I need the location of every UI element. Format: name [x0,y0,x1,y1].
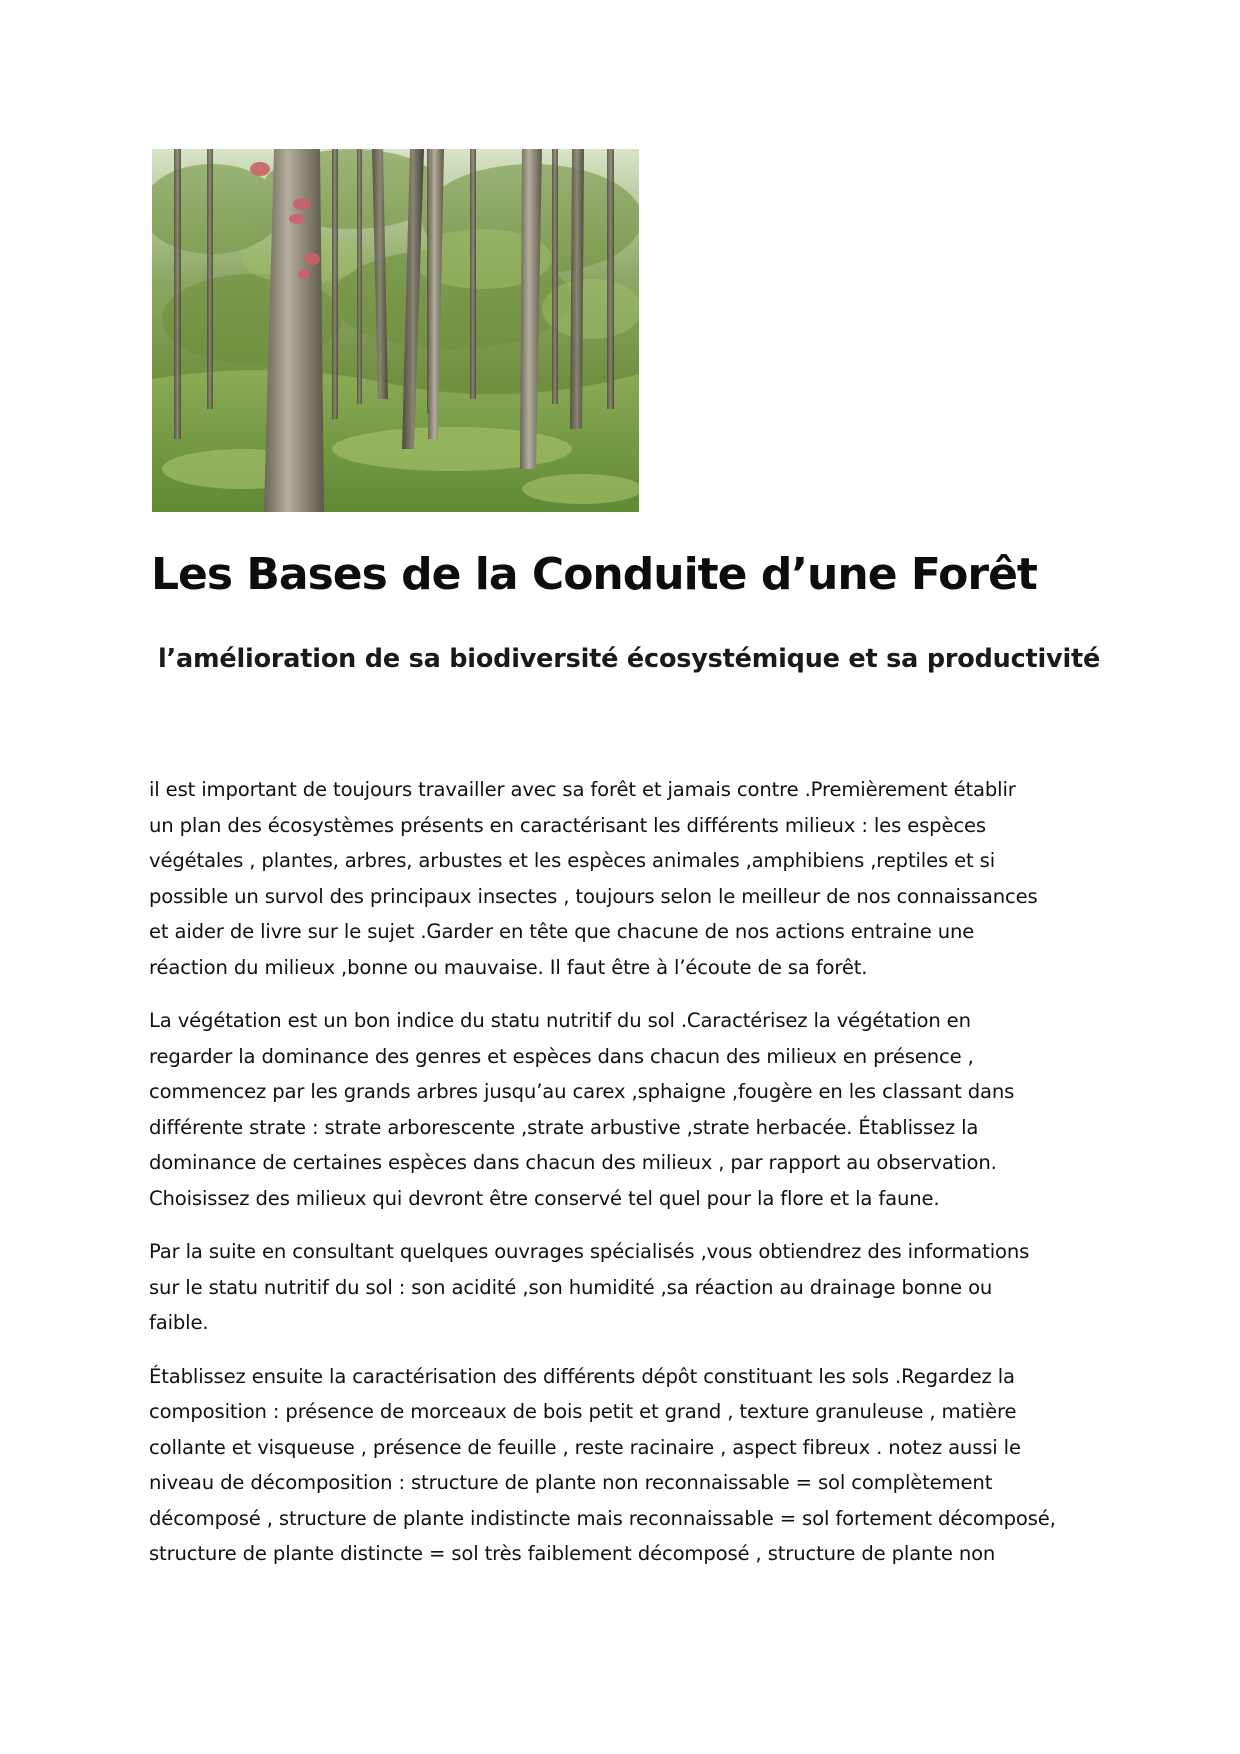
forest-photo-icon [152,149,639,512]
paragraph [149,1003,1109,1216]
text-line: Par la suite en consultant quelques ouvrages spécialisés ,vous obtiendrez des informations [149,1240,1030,1263]
text-line: structure de plante distincte = sol très faiblement décomposé , structure de plante non [149,1542,996,1565]
text-line: collante et visqueuse , présence de feuille , reste racinaire , aspect fibreux . notez aussi le [149,1435,1021,1459]
text-line: réaction du milieux ,bonne ou mauvaise. Il faut être à l’écoute de sa forêt. [149,955,868,979]
text-line: Établissez ensuite la caractérisation des différents dépôt constituant les sols .Regardez la [149,1364,1015,1388]
text-line: différente strate : strate arborescente ,strate arbustive ,strate herbacée. Établissez la [149,1115,979,1139]
text-line: il est important de toujours travailler avec sa forêt et jamais contre .Premièrement établir [149,778,1016,801]
forest-illustration [152,149,639,512]
text-line: et aider de livre sur le sujet .Garder en tête que chacune de nos actions entraine une [149,920,975,943]
text-line: possible un survol des principaux insectes , toujours selon le meilleur de nos connaissances [149,884,1038,908]
page-subtitle: l’amélioration de sa biodiversité écosystémique et sa productivité [158,644,1101,674]
body-text [149,772,1109,1590]
text-line: végétales , plantes, arbres, arbustes et les espèces animales ,amphibiens ,reptiles et si [149,849,995,872]
paragraph [149,1359,1109,1572]
text-line: un plan des écosystèmes présents en caractérisant les différents milieux : les espèces [149,813,986,837]
text-line: sur le statu nutritif du sol : son acidité ,son humidité ,sa réaction au drainage bonne ou [149,1275,993,1299]
text-line: décomposé , structure de plante indistincte mais reconnaissable = sol fortement décomposé, [149,1506,1056,1530]
page-title: Les Bases de la Conduite d’une Forêt [151,549,1037,600]
text-line: niveau de décomposition : structure de plante non reconnaissable = sol complètement [149,1471,993,1494]
paragraph [149,1234,1109,1341]
text-line: La végétation est un bon indice du statu nutritif du sol .Caractérisez la végétation en [149,1009,971,1032]
text-line: dominance de certaines espèces dans chacun des milieux , par rapport au observation. [149,1151,997,1174]
text-line: faible. [149,1311,209,1334]
text-line: Choisissez des milieux qui devront être conservé tel quel pour la flore et la faune. [149,1186,940,1210]
text-line: regarder la dominance des genres et espèces dans chacun des milieux en présence , [149,1044,974,1068]
paragraph [149,772,1109,985]
text-line: composition : présence de morceaux de bois petit et grand , texture granuleuse , matière [149,1400,1017,1423]
text-line: commencez par les grands arbres jusqu’au carex ,sphaigne ,fougère en les classant dans [149,1080,1015,1103]
